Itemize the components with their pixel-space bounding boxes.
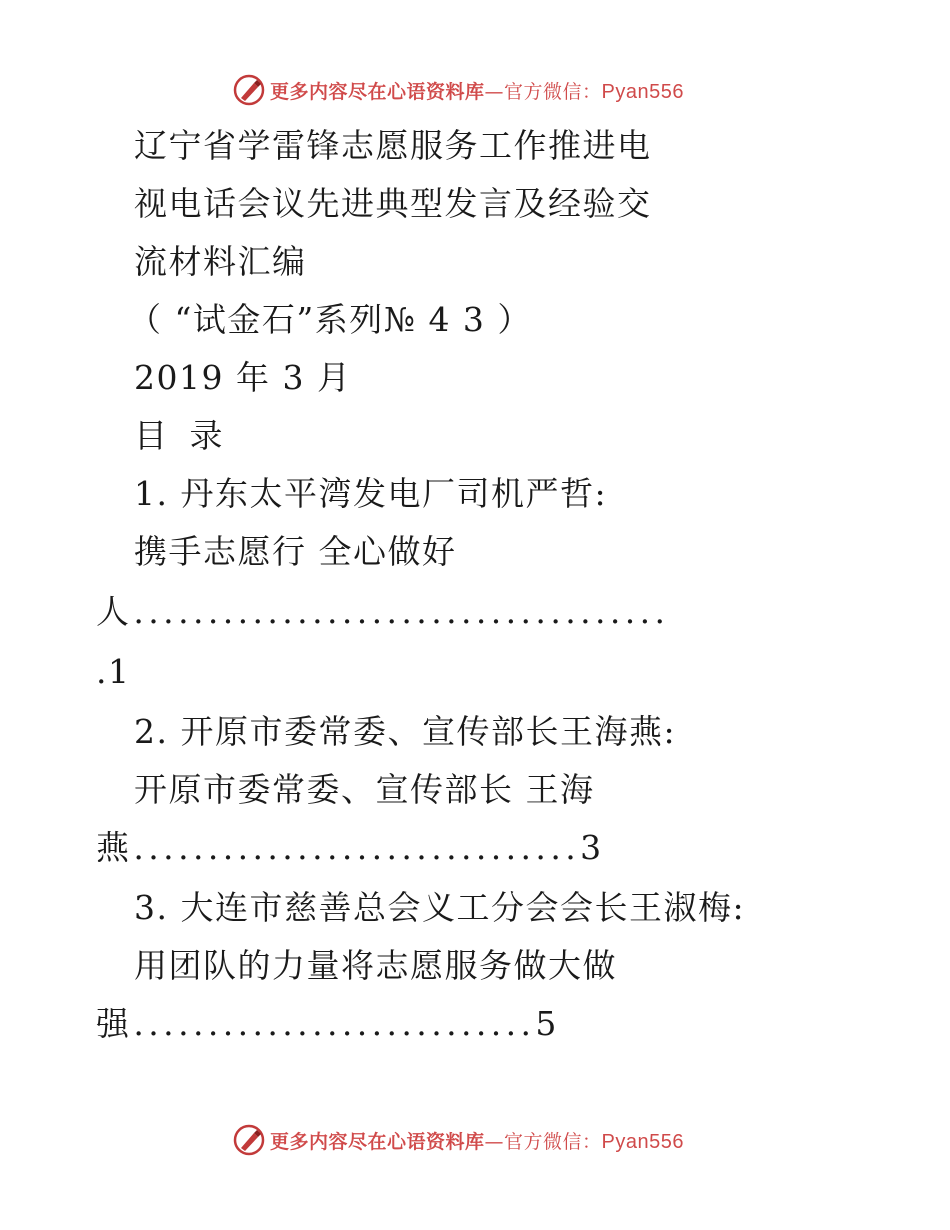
wechat-label: 官方微信： — [504, 80, 602, 103]
title-line-3: 流材料汇编 — [134, 242, 307, 281]
banner-dash: — — [484, 80, 505, 103]
wechat-id: Pyan556 — [601, 80, 684, 103]
header-banner-text — [270, 77, 684, 104]
header-banner-content — [232, 72, 684, 108]
toc-entry-1-title: 携手志愿行 全心做好 — [134, 532, 457, 571]
toc-entry-1-page: .1 — [96, 652, 131, 691]
footer-banner — [0, 1120, 950, 1160]
toc-entry-3-title: 用团队的力量将志愿服务做大做 — [134, 946, 617, 985]
series-label: （ “试金石”系列№ 4 3 ） — [128, 300, 532, 339]
wechat-id: Pyan556 — [601, 1130, 684, 1153]
toc-entry-1-speaker: 1. 丹东太平湾发电厂司机严哲: — [134, 474, 608, 513]
toc-entry-3-speaker: 3. 大连市慈善总会义工分会会长王淑梅: — [134, 888, 746, 927]
toc-heading: 目 录 — [134, 416, 229, 455]
toc-entry-2-title: 开原市委常委、宣传部长 王海 — [134, 770, 595, 809]
header-banner — [0, 70, 950, 110]
site-name: 更多内容尽在心语资料库 — [270, 80, 485, 103]
banner-dash: — — [484, 1130, 505, 1153]
title-line-2: 视电话会议先进典型发言及经验交 — [134, 184, 652, 223]
wechat-label: 官方微信： — [504, 1130, 602, 1153]
site-name: 更多内容尽在心语资料库 — [270, 1130, 485, 1153]
title-line-1: 辽宁省学雷锋志愿服务工作推进电 — [134, 126, 652, 165]
document-date: 2019 年 3 月 — [134, 358, 352, 397]
toc-entry-3-leader: 强...........................5 — [96, 1004, 561, 1043]
toc-entry-1-leader: 人.................................... — [96, 592, 670, 631]
pen-logo-icon — [232, 1123, 266, 1157]
pen-logo-icon — [232, 73, 266, 107]
toc-entry-2-speaker: 2. 开原市委常委、宣传部长王海燕: — [134, 712, 677, 751]
toc-entry-2-leader: 燕..............................3 — [96, 828, 606, 867]
footer-banner-text — [270, 1127, 684, 1154]
footer-banner-content — [232, 1122, 684, 1158]
